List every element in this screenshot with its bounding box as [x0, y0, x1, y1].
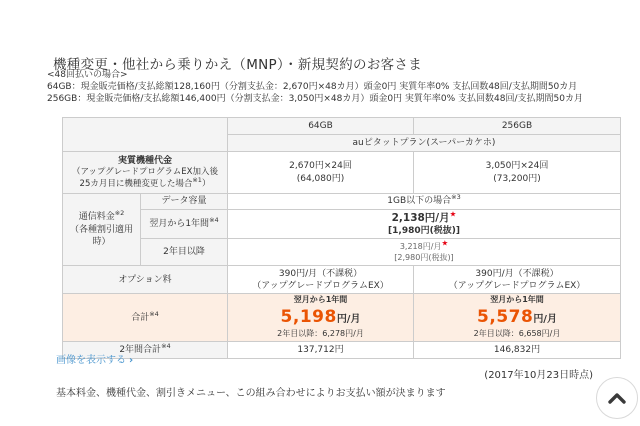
table-corner-cell [63, 118, 228, 152]
communication-fee-label-cell [63, 194, 141, 266]
payment-intro [47, 69, 622, 105]
data-volume-value-cell: 1GB以下の場合$^{※3}$ [228, 194, 621, 210]
plan-name-header: auピタットプラン(スーパーカケホ) [228, 135, 621, 152]
first-year-label-cell: 翌月から1年間$^{※4}$ [141, 210, 228, 239]
date-note: (2017年10月23日時点) [484, 370, 593, 381]
total-64gb-cell: 翌月から1年間 5,198円/月 2年目以降：6,278円/月 [228, 294, 414, 342]
total-price-64gb: 5,198 [280, 307, 337, 328]
two-year-total-label-cell: 2年間合計$^{※4}$ [63, 341, 228, 358]
footnote-3-marker: ※3 [451, 193, 461, 202]
device-cost-note-line1: （アップグレードプログラムEX加入後 [71, 167, 218, 178]
communication-fee-label: 通信料金$^{※2}$ [78, 209, 125, 223]
device-cost-label: 実質機種代金 [117, 155, 172, 166]
second-year-label-cell: 2年目以降 [141, 239, 228, 266]
footnote-4-marker: ※4 [209, 216, 219, 225]
data-volume-label-cell: データ容量 [141, 194, 228, 210]
chevron-up-icon [608, 389, 626, 408]
price-line-64gb: 64GB：現金販売価格/支払総額128,160円（分割支払金：2,670円×48カ月）頭金0円 実質年率0% 支払回数48回/支払期間50カ月 [47, 82, 578, 92]
option-fee-256gb-cell: 390円/月（不課税） （アップグレードプログラムEX） [414, 266, 621, 294]
chevron-right-icon: › [129, 355, 134, 366]
column-header-256gb: 256GB [414, 118, 621, 135]
two-year-total-64gb-cell: 137,712円 [228, 341, 414, 358]
device-cost-label-cell [63, 152, 228, 194]
first-year-price-cell: 2,138円/月★ [1,980円(税抜)] [228, 210, 621, 239]
option-fee-64gb-cell: 390円/月（不課税） （アップグレードプログラムEX） [228, 266, 414, 294]
scroll-to-top-button[interactable] [596, 377, 638, 419]
campaign-star-icon: ★ [441, 238, 449, 248]
footnote-4-marker: ※4 [149, 309, 159, 318]
footnote-1-marker: ※1 [192, 175, 202, 184]
column-header-64gb: 64GB [228, 118, 414, 135]
campaign-star-icon: ★ [449, 209, 457, 219]
page-title: 機種変更・他社から乗りかえ（MNP）・新規契約のお客さま [53, 57, 423, 74]
clipped-footnote-text: 基本料金、機種代金、割引きメニュー、この組み合わせによりお支払い額が決まります [56, 388, 446, 399]
payment-case-label: <48回払いの場合> [47, 70, 128, 80]
device-cost-256gb-cell: 3,050円×24回 (73,200円) [414, 152, 621, 194]
option-fee-label-cell: オプション料 [63, 266, 228, 294]
footnote-4-marker: ※4 [161, 341, 171, 350]
two-year-total-256gb-cell: 146,832円 [414, 341, 621, 358]
footnote-2-marker: ※2 [114, 209, 125, 218]
show-image-link[interactable]: 画像を表示する › [56, 355, 134, 366]
device-cost-64gb-cell: 2,670円×24回 (64,080円) [228, 152, 414, 194]
price-line-256gb: 256GB：現金販売価格/支払総額146,400円（分割支払金：3,050円×48カ月）頭金0円 実質年率0% 支払回数48回/支払期間50カ月 [47, 94, 583, 104]
total-label-cell: 合計$^{※4}$ [63, 294, 228, 342]
device-cost-note-line2: 25カ月目に機種変更した場合$^{※1}$） [79, 175, 211, 189]
second-year-price-cell: 3,218円/月★ [2,980円(税抜)] [228, 239, 621, 266]
communication-fee-note: （各種割引適用時） [69, 224, 133, 247]
pricing-table [62, 117, 621, 359]
total-price-256gb: 5,578 [477, 307, 534, 328]
total-256gb-cell: 翌月から1年間 5,578円/月 2年目以降：6,658円/月 [414, 294, 621, 342]
